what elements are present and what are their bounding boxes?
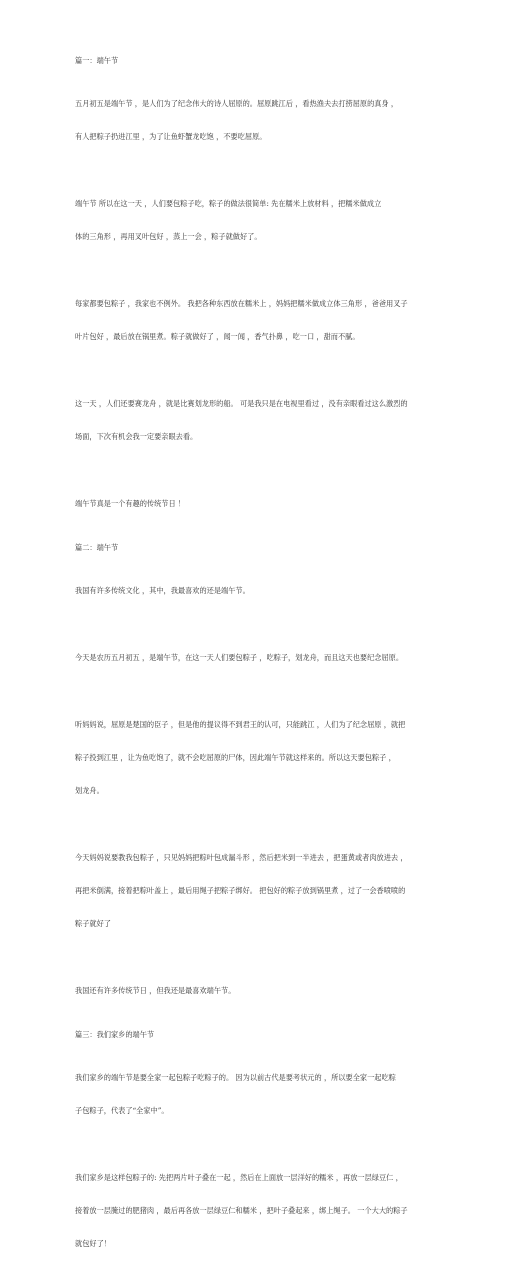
paragraph — [75, 476, 447, 531]
document-body — [75, 56, 447, 1283]
text-line: 粽子投到江里 ，让为鱼吃饱了，就不会吃屈原的尸体，因此端午节就这样来的。所以这天要包粽子 ， — [75, 753, 396, 762]
paragraph — [75, 76, 447, 164]
paragraph — [75, 176, 447, 264]
text-line: 叶片包好 ，最后放在锅里煮。粽子就做好了 ，闻一闻 ，香气扑鼻 ，吃一口 ，甜而不腻。 — [75, 332, 360, 341]
text-line: 每家都要包粽子 ，我家也不例外。 我把各种东西放在糯米上 ，妈妈把糯米做成立体三角形 ，爸爸用叉子 — [75, 299, 408, 308]
section-heading: 篇一：端午节 — [75, 56, 119, 65]
text-line: 就包好了！ — [75, 1239, 111, 1248]
text-line: 端午节真是一个有趣的传统节日 ！ — [75, 499, 186, 508]
text-line: 划龙舟。 — [75, 786, 104, 795]
paragraph — [75, 563, 447, 618]
paragraph — [75, 963, 447, 1018]
text-line: 场面，下次有机会我一定要亲眼去看。 — [75, 432, 198, 441]
paragraph — [75, 630, 447, 685]
text-line: 今天是农历五月初五 ，是端午节，在这一天人们要包粽子 ，吃粽子，划龙舟，而且这天也要纪念屈原。 — [75, 653, 404, 662]
text-line: 我国有许多传统文化 ，其中，我最喜欢的还是端午节。 — [75, 586, 250, 595]
paragraph — [75, 830, 447, 951]
text-line: 我们家乡的端午节是要全家一起包粽子吃粽子的。 因为以前古代是要考状元的 ，所以要全家一起吃粽 — [75, 1073, 396, 1082]
paragraph — [75, 697, 447, 818]
text-line: 我国还有许多传统节日 ，但我还是最喜欢端午节。 — [75, 986, 236, 995]
text-line: 再把米倒满，接着把粽叶盖上 ，最后用绳子把粽子绑好。 把包好的粽子放到锅里煮 ，过了一会香喷喷的 — [75, 886, 406, 895]
text-line: 子包粽子，代表了“全家中”。 — [75, 1106, 169, 1115]
paragraph — [75, 376, 447, 464]
text-line: 这一天 ，人们还要赛龙舟 ，就是比赛划龙形的船。 可是我只是在电视里看过 ，没有亲眼看过这么激烈的 — [75, 399, 408, 408]
paragraph — [75, 1050, 447, 1138]
section-1 — [75, 56, 447, 531]
text-line: 有人把粽子扔进江里 ，为了让鱼虾蟹龙吃饱 ，不要吃屈原。 — [75, 132, 267, 141]
text-line: 体的三角形 ，再用叉叶包好 ，蒸上一会 ，粽子就做好了。 — [75, 232, 262, 241]
paragraph — [75, 276, 447, 364]
section-heading: 篇二：端午节 — [75, 543, 119, 552]
paragraph — [75, 1150, 447, 1271]
text-line: 我们家乡是这样包粽子的: 先把两片叶子叠在一起 ，然后在上面放一层洋好的糯米 ，再放一层绿豆仁 ， — [75, 1173, 403, 1182]
text-line: 接着放一层腌过的肥猪肉 ，最后再各放一层绿豆仁和糯米 ，把叶子叠起来 ，绑上绳子。 一个大大的粽子 — [75, 1206, 408, 1215]
text-line: 今天妈妈说要教我包粽子 ，只见妈妈把粽叶包成漏斗形 ，然后把米到一半进去 ，把蛋黄或者肉放进去 ， — [75, 853, 408, 862]
text-line: 听妈妈说，屈原是楚国的臣子 ，但是他的提议得不到君王的认可，只能跳江 ，人们为了纪念屈原 ，就把 — [75, 720, 406, 729]
text-line: 粽子就好了 — [75, 919, 111, 928]
section-2 — [75, 543, 447, 1018]
section-3 — [75, 1030, 447, 1271]
text-line: 五月初五是端午节 ，是人们为了纪念伟大的诗人屈原的。屈原跳江后 ，看热渔夫去打捞屈原的真身 ， — [75, 99, 399, 108]
section-heading: 篇三：我们家乡的端午节 — [75, 1030, 155, 1039]
text-line: 端午节 所以在这一天 ，人们要包粽子吃，粽子的做法很简单: 先在糯米上放材料 ，把糯米做成立 — [75, 199, 382, 208]
